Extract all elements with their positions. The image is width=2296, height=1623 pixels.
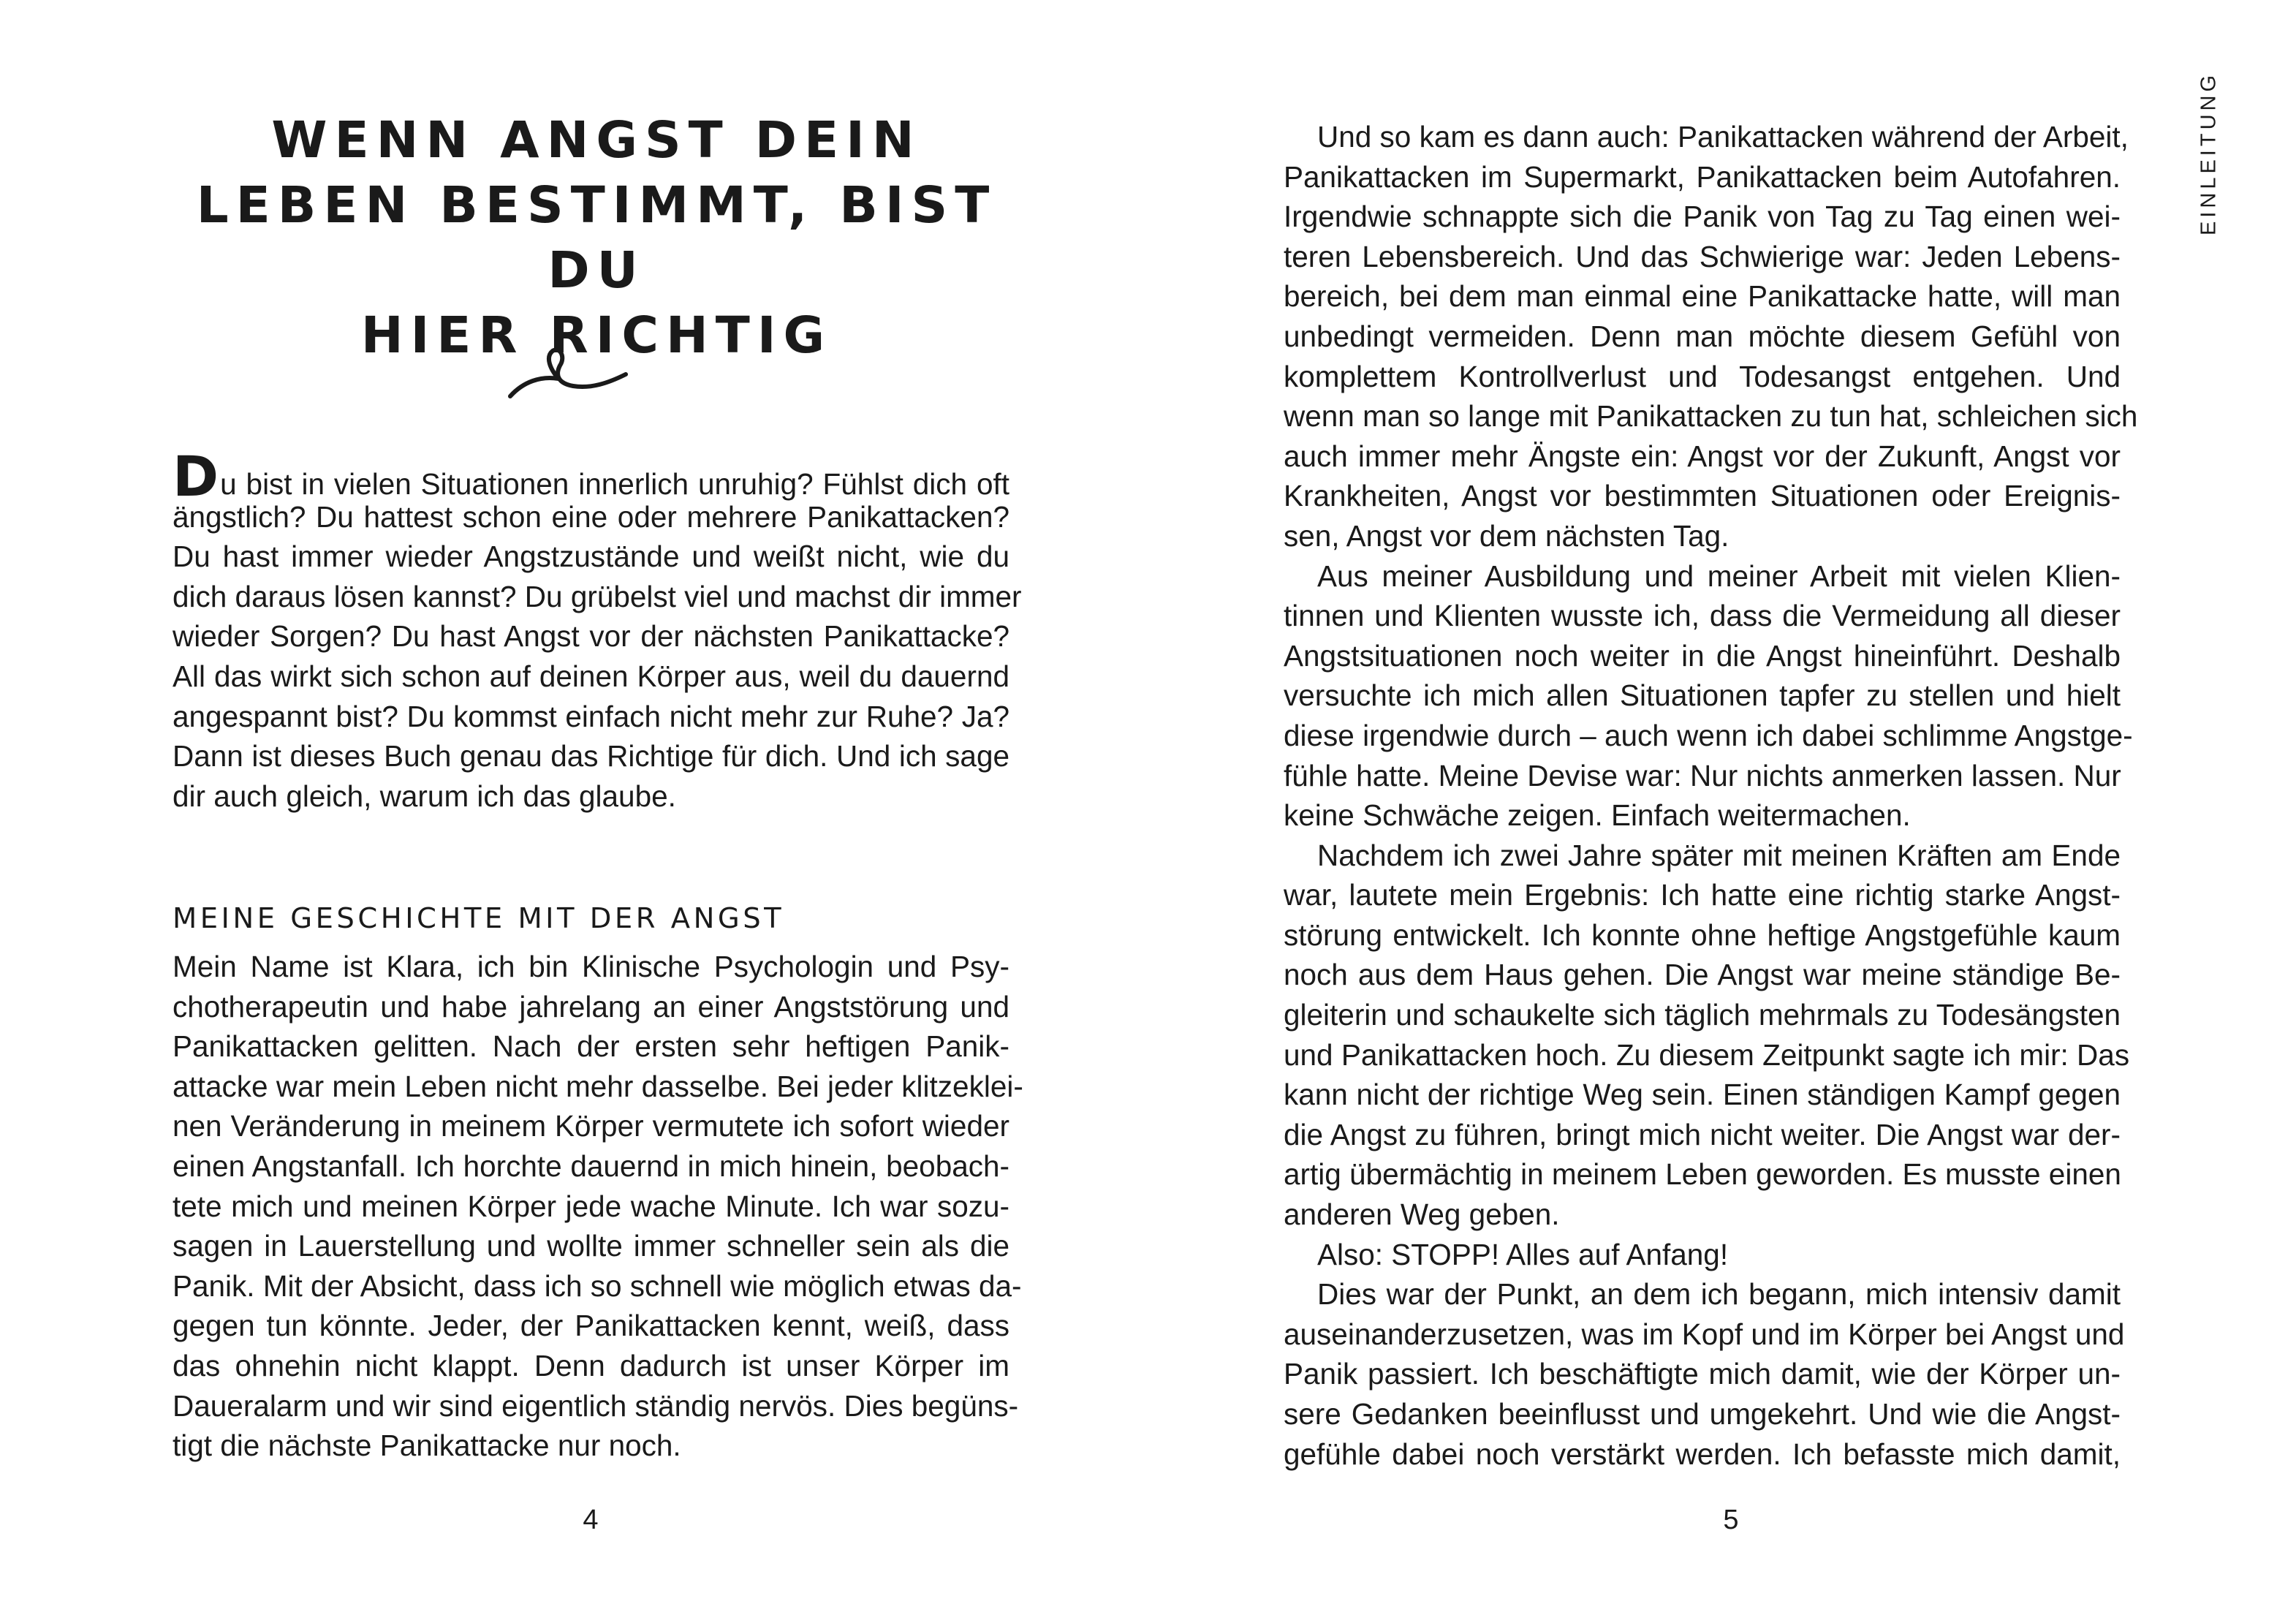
text-line: wenn man so lange mit Panikattacken zu tun hat, schleichen sich <box>1284 399 2138 434</box>
section-heading: MEINE GESCHICHTE MIT DER ANGST <box>173 902 785 935</box>
paragraph <box>1284 1235 2121 1275</box>
text-line: dich daraus lösen kannst? Du grübelst viel und machst dir immer <box>173 579 1022 613</box>
text-line: sen, Angst vor dem nächsten Tag. <box>1284 518 1729 553</box>
paragraph <box>1284 1274 2125 1474</box>
text-line: Mein Name ist Klara, ich bin Klinische Psychologin und Psy- <box>173 950 1009 983</box>
text-line: sere Gedanken beeinflusst und umgekehrt. Und wie die Angst- <box>1284 1397 2121 1431</box>
text-line: tinnen und Klienten wusste ich, dass die Vermeidung all dieser <box>1284 599 2121 633</box>
text-line: Panik passiert. Ich beschäftigte mich damit, wie der Körper un- <box>1284 1357 2121 1391</box>
text-line: das ohnehin nicht klappt. Denn dadurch ist unser Körper im <box>173 1348 1009 1382</box>
text-line: kann nicht der richtige Weg sein. Einen ständigen Kampf gegen <box>1284 1078 2121 1112</box>
right-body <box>1284 117 2138 1474</box>
text-line: wieder Sorgen? Du hast Angst vor der nächsten Panikattacke? <box>173 619 1009 654</box>
text-line: keine Schwäche zeigen. Einfach weitermachen. <box>1284 798 1911 833</box>
text-line: bereich, bei dem man einmal eine Panikattacke hatte, will man <box>1284 279 2121 314</box>
text-line: Krankheiten, Angst vor bestimmten Situationen oder Ereignis- <box>1284 479 2121 513</box>
text-line: gefühle dabei noch verstärkt werden. Ich befasste mich damit, <box>1284 1437 2121 1471</box>
text-line: komplettem Kontrollverlust und Todesangst entgehen. Und <box>1284 359 2121 393</box>
text-line: Nachdem ich zwei Jahre später mit meinen Kräften am Ende <box>1317 838 2121 872</box>
text-line: versuchte ich mich allen Situationen tapfer zu stellen und hielt <box>1284 678 2121 713</box>
text-line: Du hast immer wieder Angstzustände und weißt nicht, wie du <box>173 540 1009 574</box>
story-paragraph <box>173 947 1023 1466</box>
drop-cap: D <box>173 444 219 509</box>
paragraph <box>1284 556 2133 836</box>
title-line: LEBEN BESTIMMT, BIST DU <box>196 176 997 300</box>
paragraph <box>1284 117 2138 556</box>
text-line: teren Lebensbereich. Und das Schwierige war: Jeden Lebens- <box>1284 239 2121 273</box>
text-line: war, lautete mein Ergebnis: Ich hatte eine richtig starke Angst- <box>1284 878 2121 912</box>
text-line: anderen Weg geben. <box>1284 1198 1560 1232</box>
running-head <box>2183 58 2235 249</box>
line-text: u bist in vielen Situationen innerlich unruhig? Fühlst dich oft <box>220 467 1009 501</box>
text-line: Panik. Mit der Absicht, dass ich so schnell wie möglich etwas da- <box>173 1268 1022 1303</box>
decorative-swash-icon <box>506 336 630 402</box>
right-page <box>1148 0 2296 1623</box>
text-line: gegen tun könnte. Jeder, der Panikattacken kennt, weiß, dass <box>173 1309 1009 1343</box>
text-line: die Angst zu führen, bringt mich nicht weiter. Die Angst war der- <box>1284 1117 2121 1151</box>
paragraph <box>1284 836 2130 1235</box>
text-line <box>173 444 1009 509</box>
text-line: einen Angstanfall. Ich horchte dauernd in mich hinein, beobach- <box>173 1149 1009 1183</box>
text-line: angespannt bist? Du kommst einfach nicht mehr zur Ruhe? Ja? <box>173 699 1009 733</box>
running-head-text: EINLEITUNG <box>2197 71 2221 236</box>
text-line: ängstlich? Du hattest schon eine oder mehrere Panikattacken? <box>173 499 1009 534</box>
text-line: diese irgendwie durch – auch wenn ich dabei schlimme Angstge- <box>1284 718 2133 752</box>
text-line: fühle hatte. Meine Devise war: Nur nichts anmerken lassen. Nur <box>1284 758 2121 792</box>
text-line: Also: STOPP! Alles auf Anfang! <box>1317 1237 1729 1271</box>
title-line: HIER RICHTIG <box>360 306 833 365</box>
text-line: sagen in Lauerstellung und wollte immer schneller sein als die <box>173 1229 1009 1263</box>
text-line: Dies war der Punkt, an dem ich begann, mich intensiv damit <box>1317 1277 2121 1312</box>
text-line: auseinanderzusetzen, was im Kopf und im Körper bei Angst und <box>1284 1317 2125 1351</box>
text-line: Und so kam es dann auch: Panikattacken während der Arbeit, <box>1317 120 2129 154</box>
text-line: und Panikattacken hoch. Zu diesem Zeitpunkt sagte ich mir: Das <box>1284 1037 2130 1072</box>
text-line: Irgendwie schnappte sich die Panik von Tag zu Tag einen wei- <box>1284 200 2121 234</box>
page-number: 4 <box>583 1505 599 1535</box>
page-number: 5 <box>1723 1505 1739 1535</box>
text-line: chotherapeutin und habe jahrelang an einer Angststörung und <box>173 989 1009 1024</box>
text-line: artig übermächtig in meinem Leben geworden. Es musste einen <box>1284 1157 2121 1192</box>
text-line: tigt die nächste Panikattacke nur noch. <box>173 1429 681 1463</box>
text-line: Angstsituationen noch weiter in die Angst hineinführt. Deshalb <box>1284 638 2121 673</box>
intro-paragraph <box>173 444 1022 816</box>
text-line: Dann ist dieses Buch genau das Richtige für dich. Und ich sage <box>173 739 1009 773</box>
text-line: störung entwickelt. Ich konnte ohne heftige Angstgefühle kaum <box>1284 918 2121 952</box>
text-line: attacke war mein Leben nicht mehr dasselbe. Bei jeder klitzeklei- <box>173 1069 1023 1103</box>
text-line: gleiterin und schaukelte sich täglich mehrmals zu Todesängsten <box>1284 998 2121 1032</box>
text-line: All das wirkt sich schon auf deinen Körper aus, weil du dauernd <box>173 659 1009 693</box>
text-line: unbedingt vermeiden. Denn man möchte diesem Gefühl von <box>1284 319 2121 353</box>
text-line: Panikattacken im Supermarkt, Panikattacken beim Autofahren. <box>1284 159 2121 194</box>
text-line: nen Veränderung in meinem Körper vermutete ich sofort wieder <box>173 1109 1009 1143</box>
text-line: auch immer mehr Ängste ein: Angst vor der Zukunft, Angst vor <box>1284 439 2121 473</box>
chapter-title <box>173 108 1020 368</box>
text-line: Panikattacken gelitten. Nach der ersten sehr heftigen Panik- <box>173 1029 1009 1064</box>
text-line: tete mich und meinen Körper jede wache Minute. Ich war sozu- <box>173 1189 1009 1223</box>
text-line: dir auch gleich, warum ich das glaube. <box>173 779 676 813</box>
text-line: Aus meiner Ausbildung und meiner Arbeit mit vielen Klien- <box>1317 559 2121 593</box>
title-line: WENN ANGST DEIN <box>271 111 922 170</box>
text-line: noch aus dem Haus gehen. Die Angst war meine ständige Be- <box>1284 958 2121 992</box>
text-line: Daueralarm und wir sind eigentlich ständig nervös. Dies begüns- <box>173 1388 1019 1423</box>
